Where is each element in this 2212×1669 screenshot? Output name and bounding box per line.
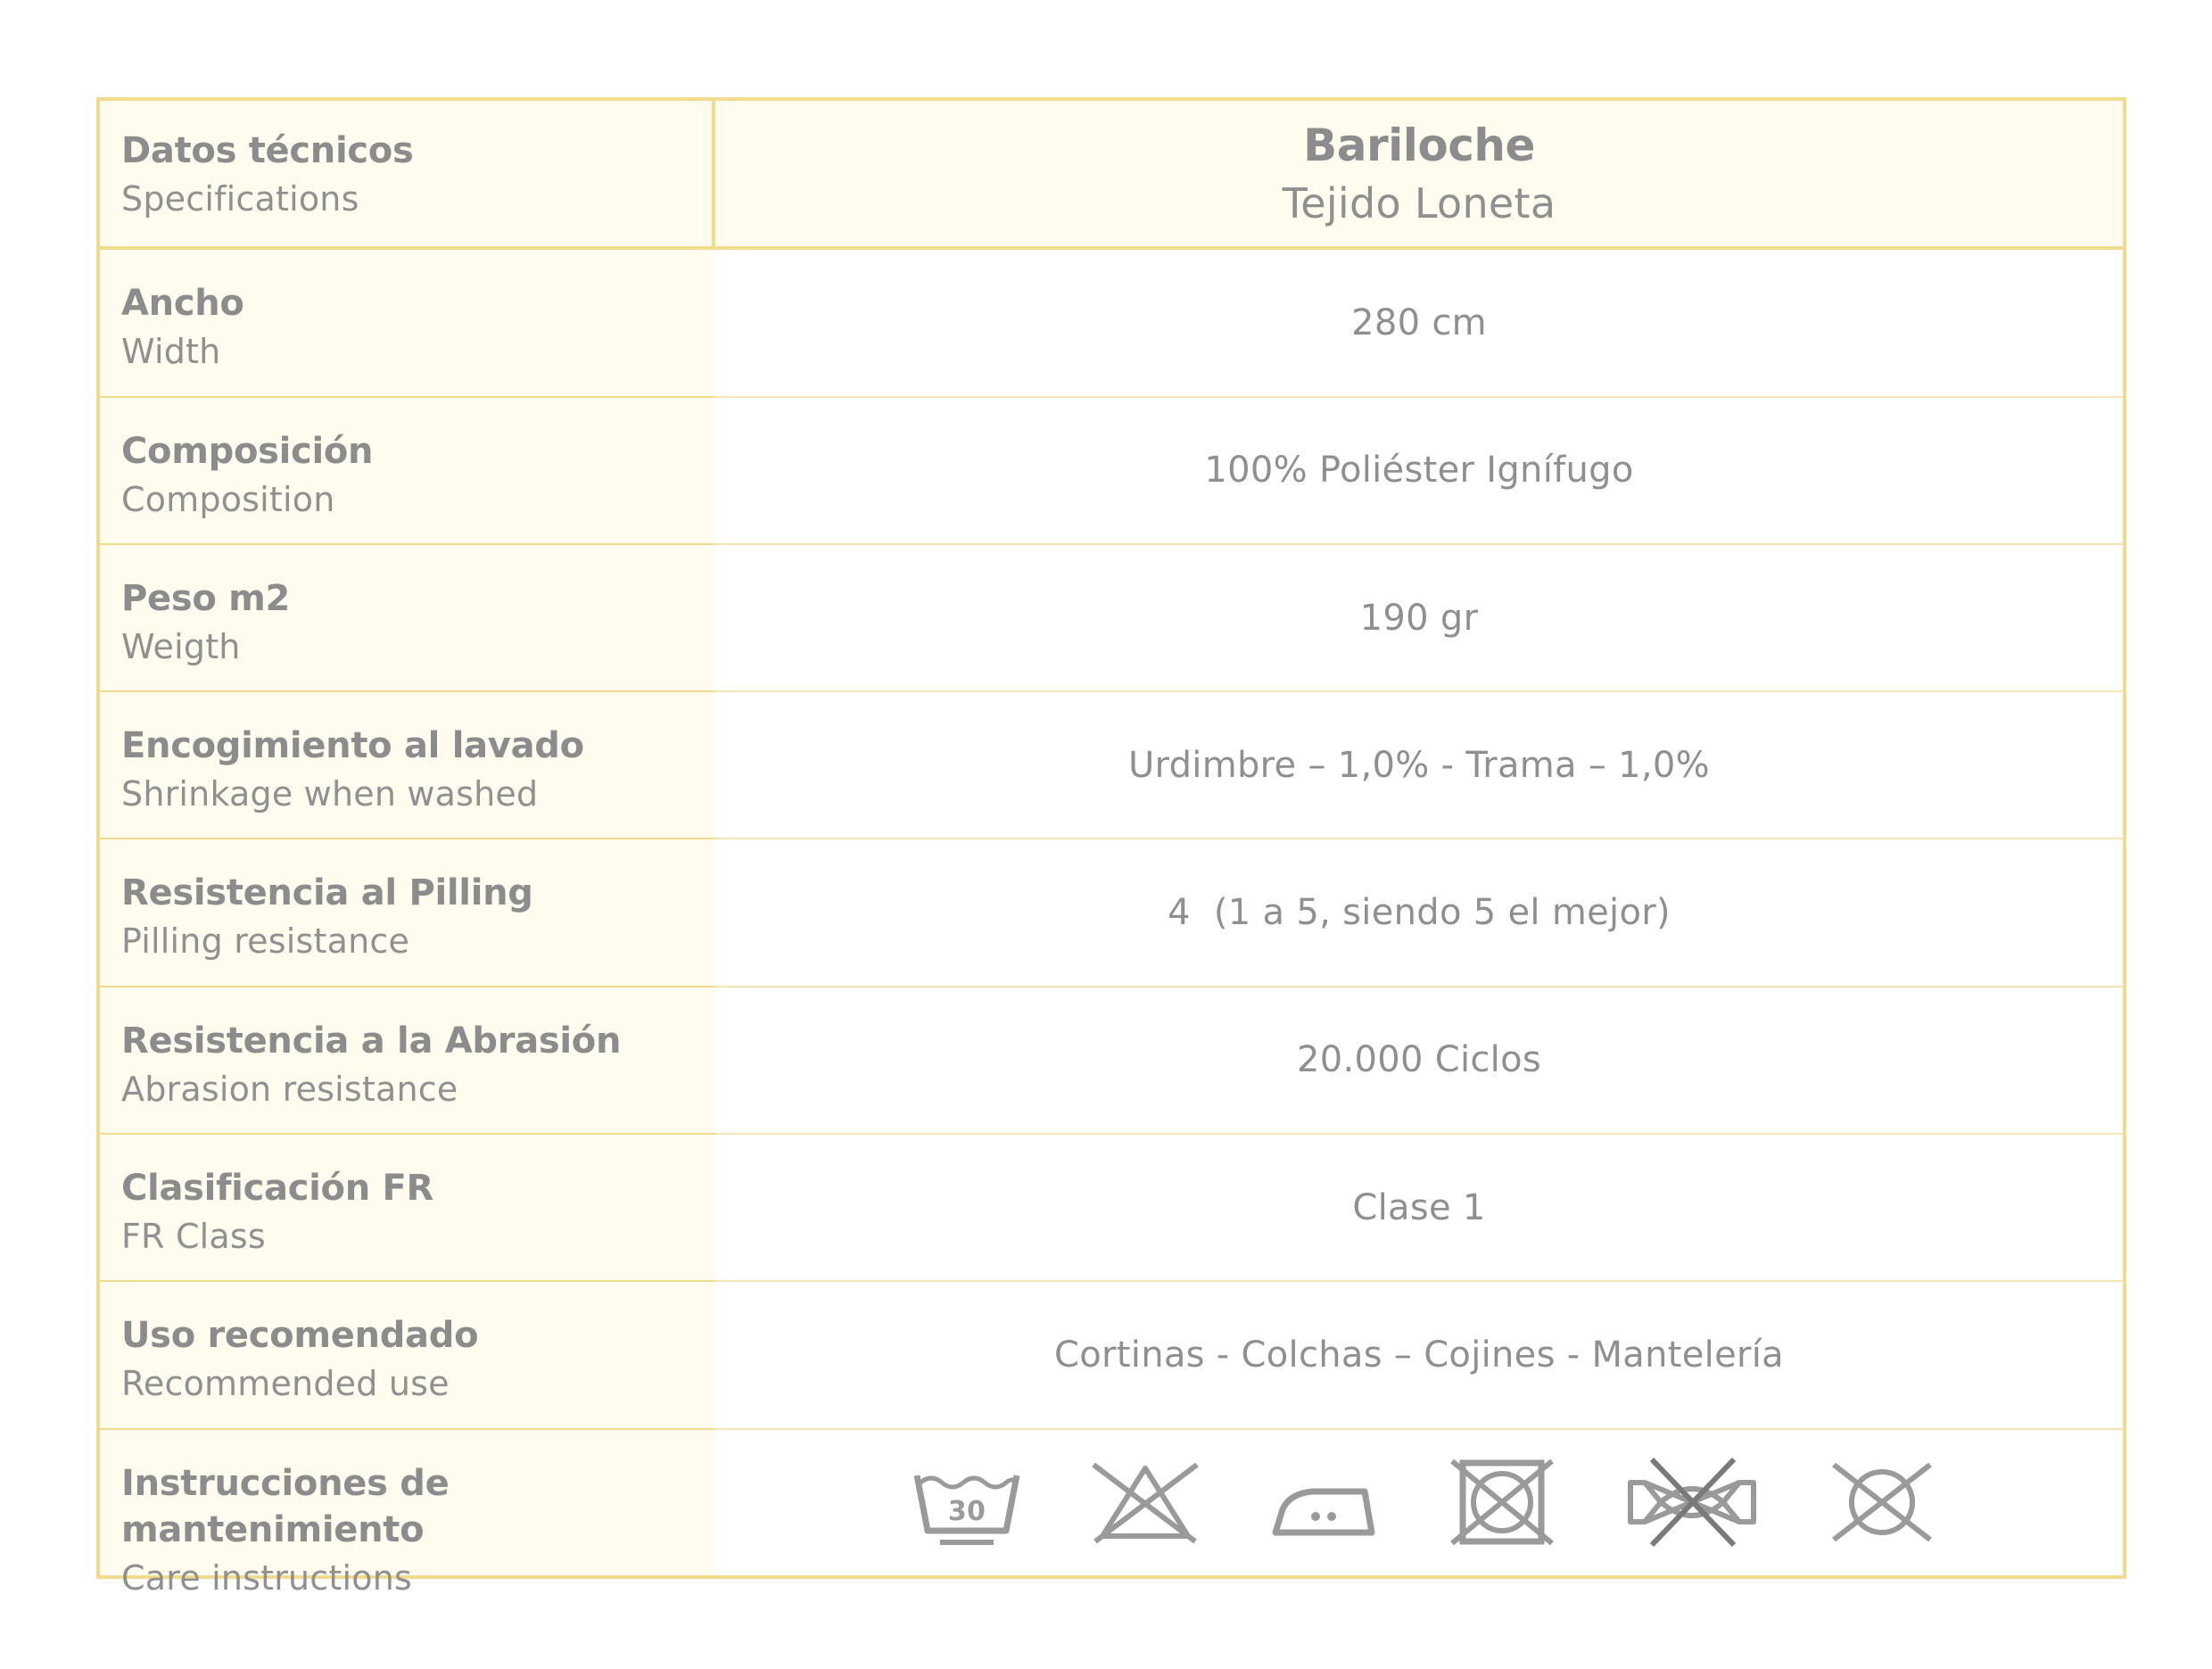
row-label-en: Care instructions xyxy=(121,1557,412,1598)
wash-30-icon xyxy=(912,1458,1022,1547)
row-value: Clase 1 xyxy=(1352,1186,1486,1228)
row-label-es: Encogimiento al lavado xyxy=(121,725,584,767)
row-width xyxy=(100,250,2123,395)
row-label-en: Weigth xyxy=(121,626,241,666)
row-label-cell xyxy=(100,1280,715,1427)
care-icons xyxy=(715,1430,2123,1575)
header-row xyxy=(100,101,2123,250)
row-label-en: Pilling resistance xyxy=(121,921,410,962)
row-label-cell xyxy=(100,1428,715,1598)
row-composition xyxy=(100,396,2123,543)
row-label-es: Uso recomendado xyxy=(121,1315,479,1357)
spec-table xyxy=(96,97,2126,1598)
wash-temperature: 30 xyxy=(947,1496,986,1528)
row-recommended-use xyxy=(100,1280,2123,1427)
row-label-cell xyxy=(100,986,715,1133)
product-type: Tejido Loneta xyxy=(1282,178,1556,227)
row-label-es: Peso m2 xyxy=(121,577,291,619)
row-label-en: Width xyxy=(121,332,221,372)
header-label-es: Datos técnicos xyxy=(121,130,414,171)
row-label-es: Ancho xyxy=(121,283,244,325)
row-label-en: FR Class xyxy=(121,1217,266,1257)
row-value: 280 cm xyxy=(1351,302,1487,343)
row-label-es: Resistencia al Pilling xyxy=(121,872,533,914)
row-value: 20.000 Ciclos xyxy=(1296,1039,1542,1081)
row-label-en: Recommended use xyxy=(121,1364,450,1404)
row-abrasion xyxy=(100,986,2123,1133)
row-fr-class xyxy=(100,1133,2123,1280)
row-label-cell xyxy=(100,543,715,690)
header-label-en: Specifications xyxy=(121,179,359,219)
header-product-cell xyxy=(715,101,2123,246)
row-label-en: Shrinkage when washed xyxy=(121,774,539,814)
iron-low-icon xyxy=(1268,1458,1379,1547)
row-pilling xyxy=(100,838,2123,985)
row-label-es: Resistencia a la Abrasión xyxy=(121,1020,622,1062)
do-not-bleach-icon xyxy=(1090,1458,1201,1547)
row-value: 100% Poliéster Ignífugo xyxy=(1204,450,1634,492)
row-label-en: Composition xyxy=(121,479,335,519)
row-value: 190 gr xyxy=(1359,597,1479,639)
row-label-cell xyxy=(100,396,715,543)
row-care-instructions xyxy=(100,1428,2123,1598)
do-not-tumble-dry-icon xyxy=(1447,1458,1557,1547)
row-weight xyxy=(100,543,2123,690)
row-label-cell xyxy=(100,690,715,838)
header-label-cell xyxy=(100,101,715,246)
row-label-cell xyxy=(100,1133,715,1280)
row-label-es: Instrucciones de mantenimiento xyxy=(121,1462,450,1550)
row-label-es: Composición xyxy=(121,430,374,472)
row-label-cell xyxy=(100,248,715,395)
row-value: Cortinas - Colchas – Cojines - Mantelería xyxy=(1054,1334,1784,1376)
do-not-wring-icon xyxy=(1625,1458,1759,1547)
row-value: 4 (1 a 5, siendo 5 el mejor) xyxy=(1168,892,1671,934)
row-label-en: Abrasion resistance xyxy=(121,1069,458,1109)
row-shrinkage xyxy=(100,690,2123,838)
product-name: Bariloche xyxy=(1303,119,1535,171)
row-label-es: Clasificación FR xyxy=(121,1168,434,1210)
row-value: Urdimbre – 1,0% - Trama – 1,0% xyxy=(1127,744,1710,786)
do-not-dry-clean-icon xyxy=(1827,1458,1937,1547)
row-label-cell xyxy=(100,838,715,985)
